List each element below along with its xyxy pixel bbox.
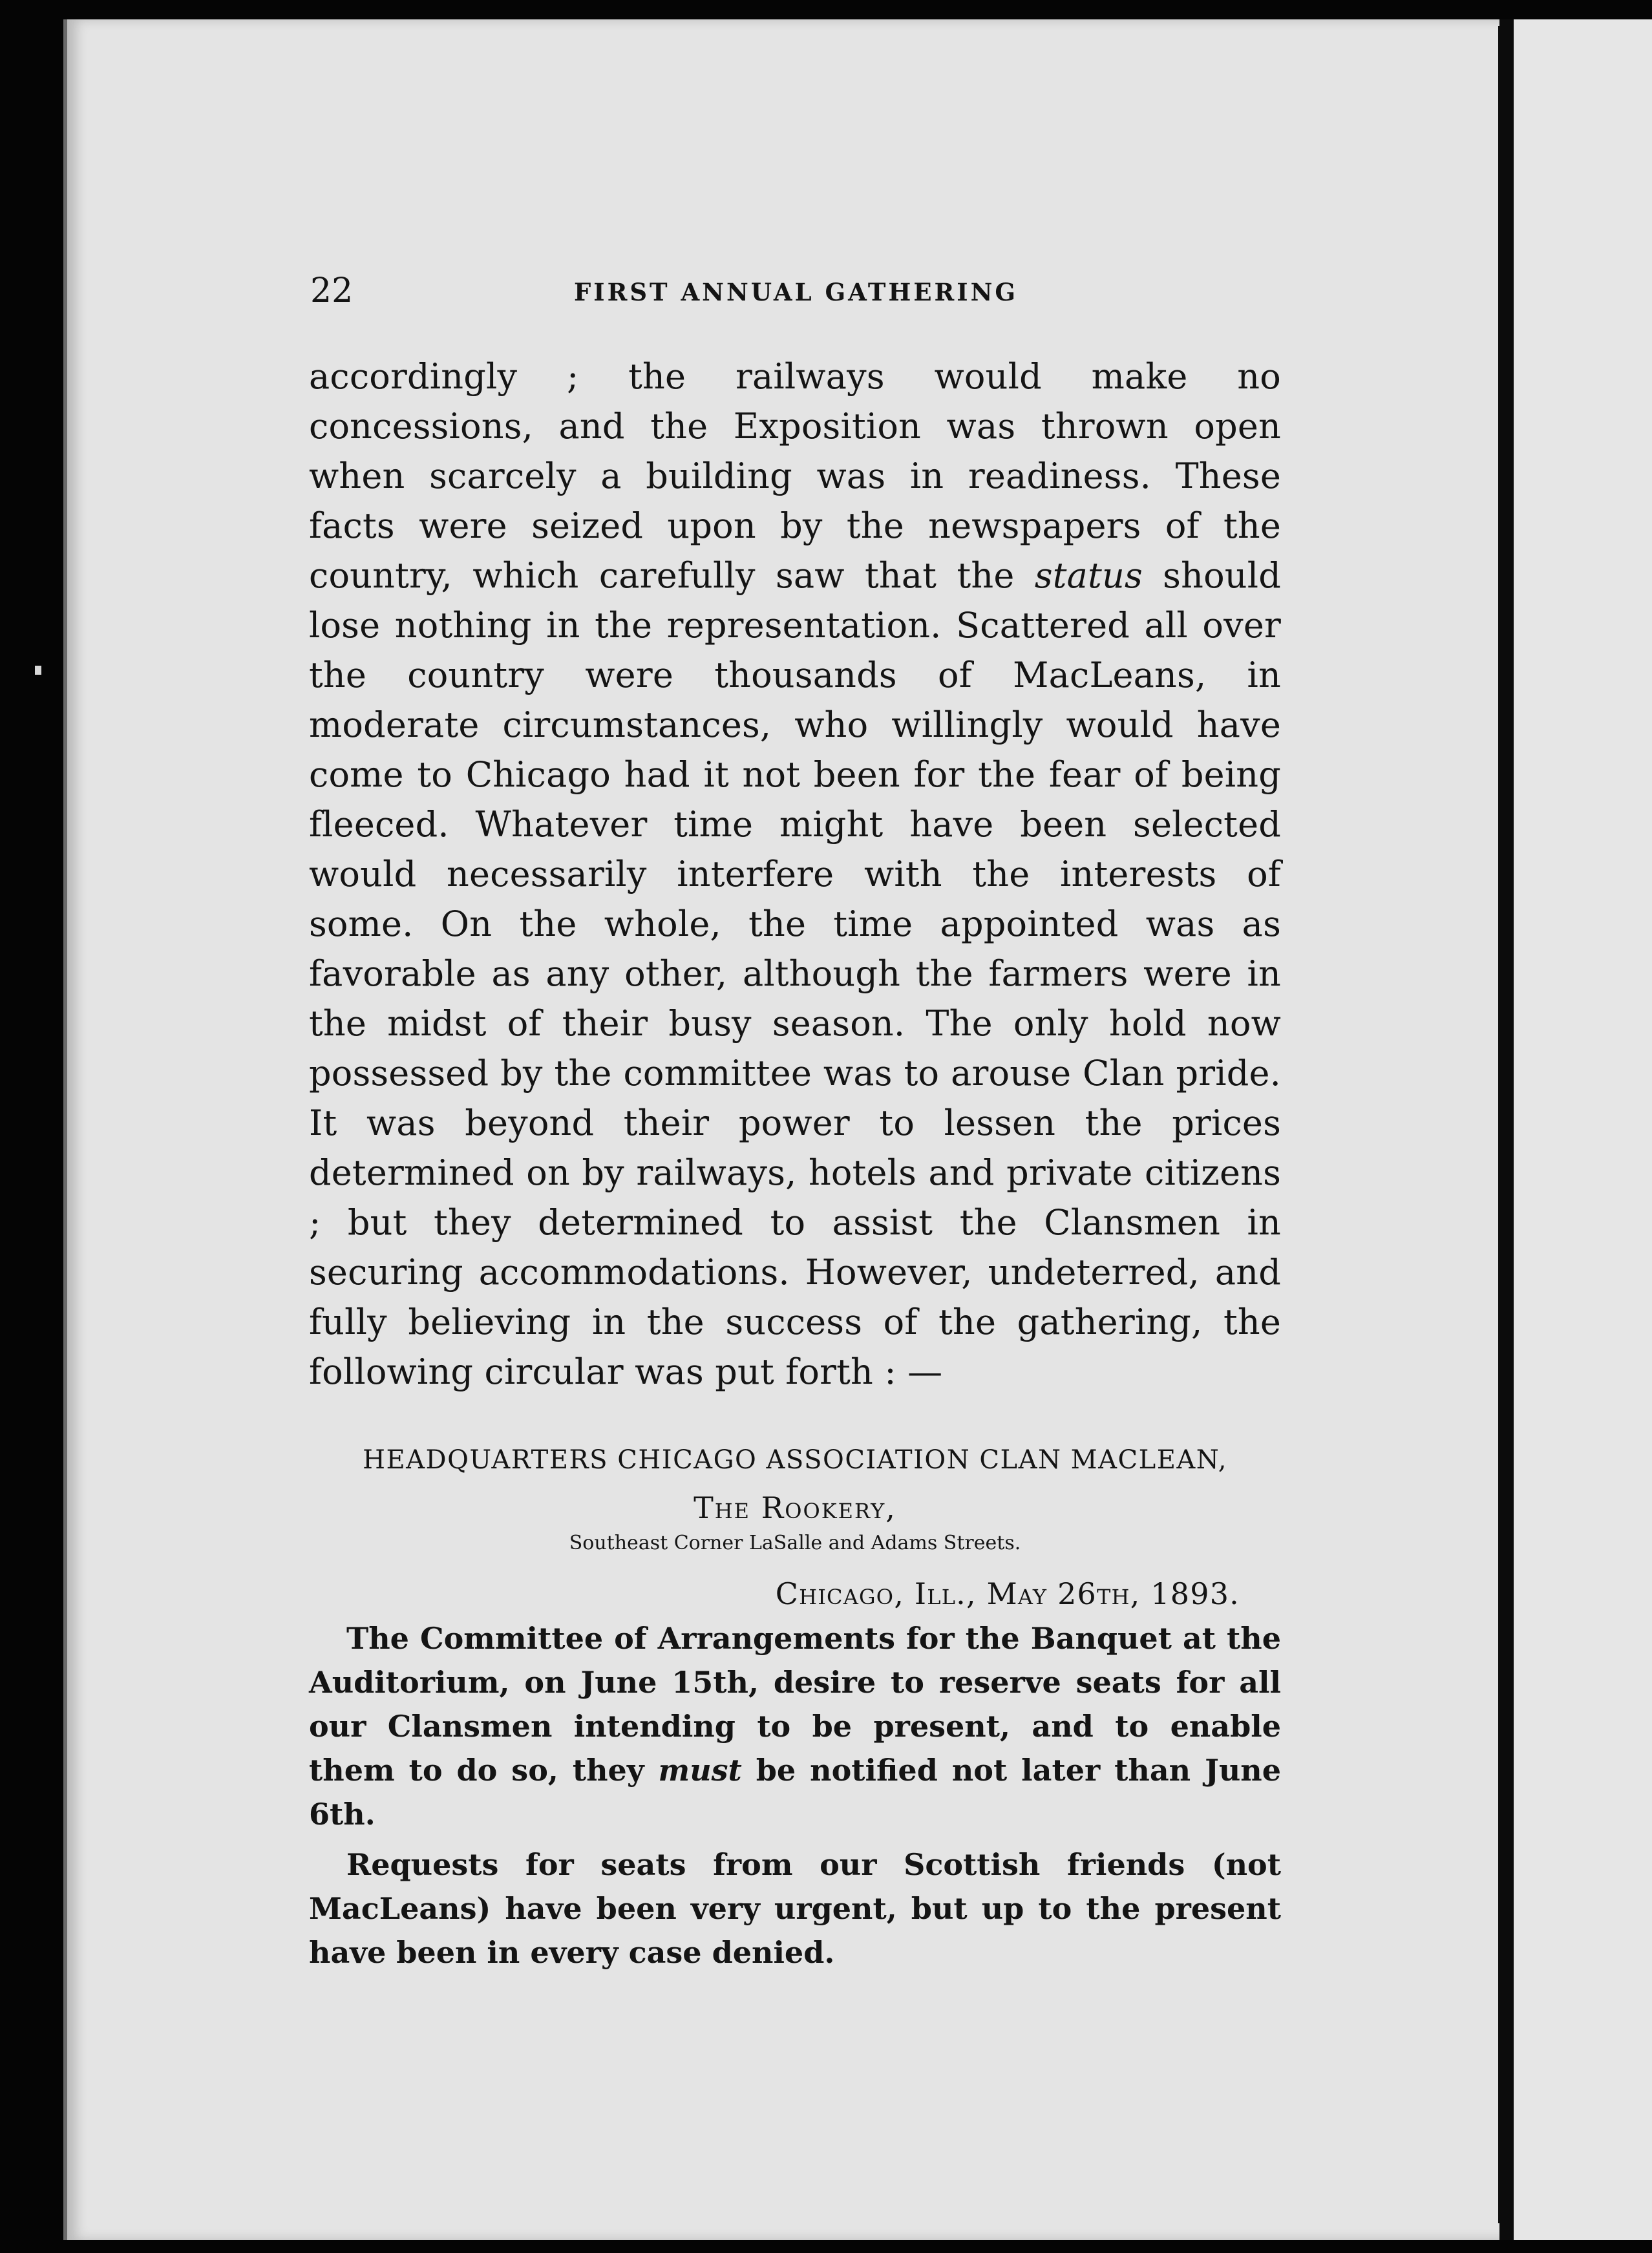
- italic-word-must: must: [658, 1753, 742, 1788]
- edge-mark: [35, 666, 41, 675]
- paragraph-text-start: accordingly ; the railways would make no concessions, and the Exposition was thrown open when scarcely a building was in readiness. These facts were seized upon by the newspapers of the country, which carefully saw that the: [309, 356, 1281, 596]
- circular-building: The Rookery,: [694, 1490, 896, 1525]
- main-paragraph: [309, 352, 1281, 1397]
- paragraph-text-end: should lose nothing in the representation. Scattered all over the country were thousands of MacLeans, in moderate circumstances, who willingly would have come to Chicago had it not been for the fear of being fleeced. Whatever time might have been selected would necessarily interfere with the interests of some. On the whole, the time appointed was as favorable as any other, although the farmers were in the midst of their busy season. The only hold now possessed by the committee was to arouse Clan pride. It was beyond their power to lessen the prices determined on by railways, hotels and private citizens ; but they determined to assist the Clansmen in securing accommodations. However, undeterred, and fully believing in the success of the gathering, the following circular was put forth : —: [309, 555, 1281, 1392]
- running-title: FIRST ANNUAL GATHERING: [574, 278, 1018, 306]
- page-header: [309, 271, 1281, 326]
- circular-para1-end: be notified not later than June 6th.: [309, 1753, 1281, 1832]
- circular-heading: HEADQUARTERS CHICAGO ASSOCIATION CLAN MACLEAN,: [363, 1445, 1227, 1475]
- circular-paragraph-2: Requests for seats from our Scottish friends (not MacLeans) have been very urgent, but up to the present have been in every case denied.: [309, 1847, 1281, 1970]
- page-gutter: [1499, 19, 1514, 2240]
- body-paragraph: [309, 352, 1281, 1397]
- circular-body: [309, 1616, 1281, 1974]
- page-content: [309, 271, 1281, 1974]
- page-number: 22: [310, 271, 354, 310]
- circular-address: Southeast Corner LaSalle and Adams Streets.: [569, 1532, 1021, 1554]
- italic-word-status: status: [1034, 555, 1143, 596]
- circular-para1-start: The Committee of Arrangements for the Banquet at the Auditorium, on June 15th, desire to reserve seats for all our Clansmen intending to be present, and to enable them to do so, they: [309, 1621, 1281, 1788]
- circular-paragraph-1: [309, 1616, 1281, 1836]
- circular-date: Chicago, Ill., May 26th, 1893.: [775, 1576, 1240, 1611]
- circular-block: [309, 1441, 1281, 1974]
- adjacent-page-edge: [1514, 19, 1652, 2240]
